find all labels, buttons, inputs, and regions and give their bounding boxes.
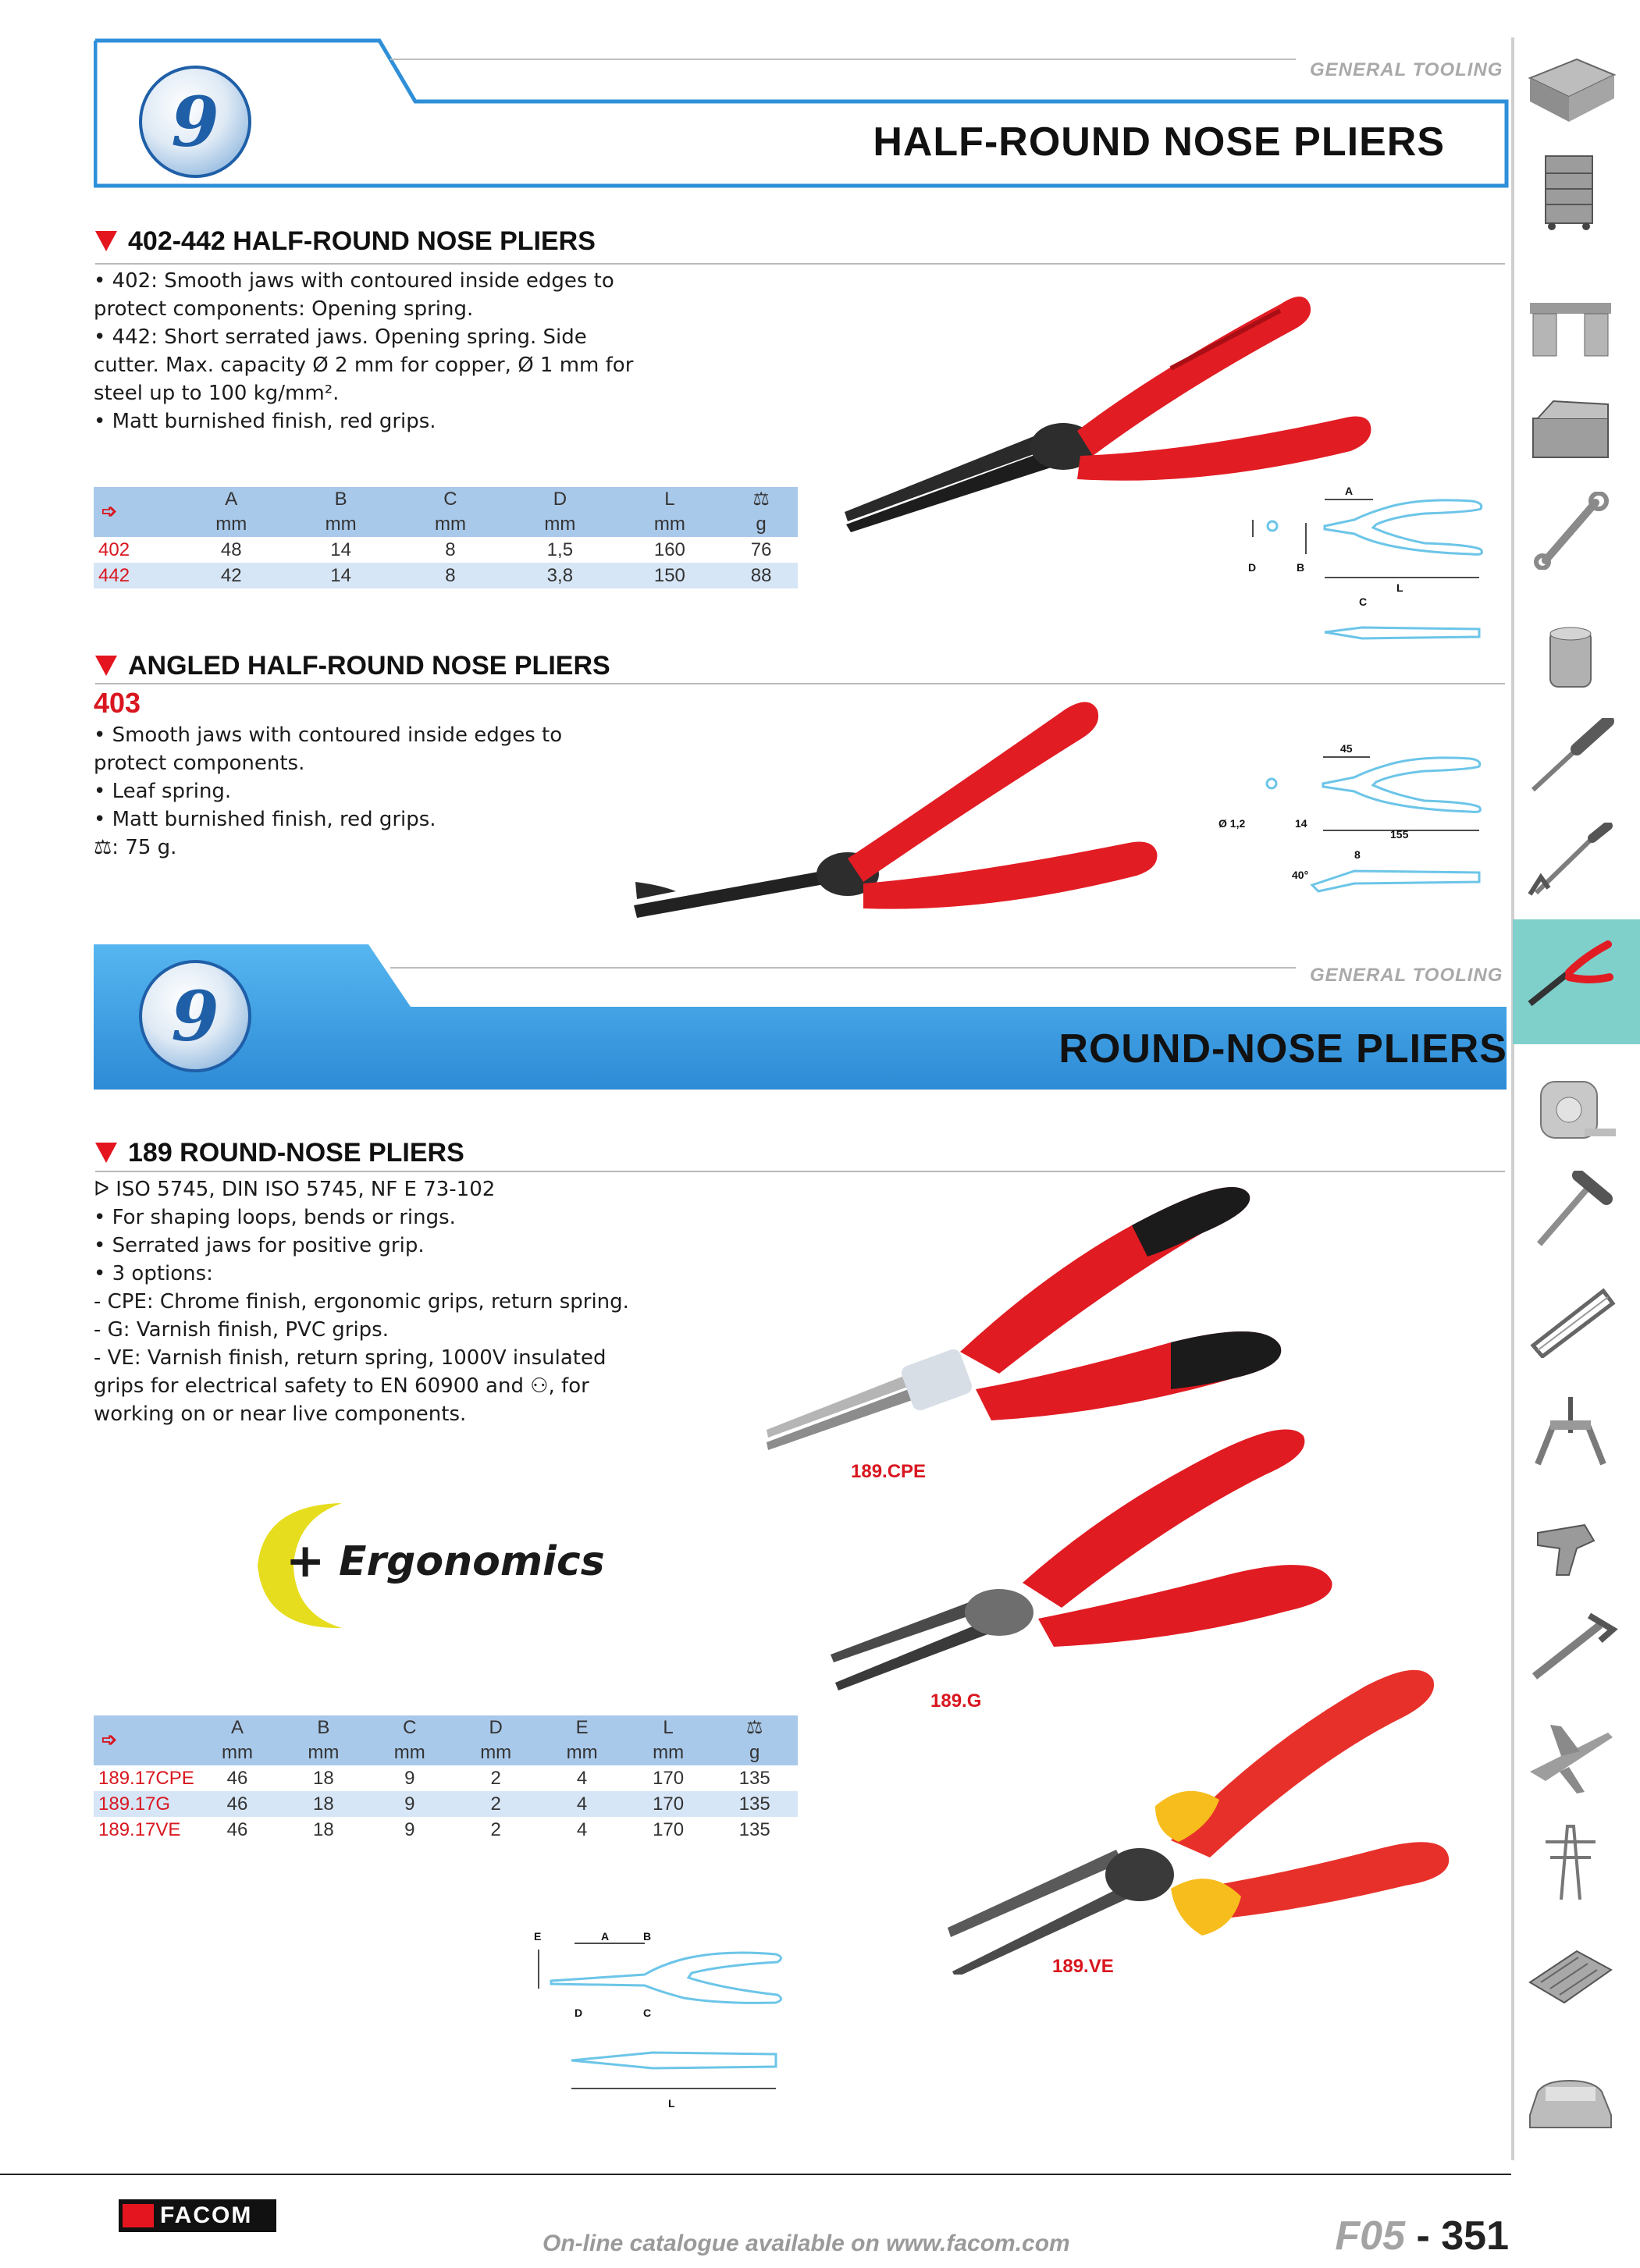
table-row: 442 42 14 8 3,8 150 88 xyxy=(94,563,798,588)
product-description: • 402: Smooth jaws with contoured inside edges to protect components: Opening spring. • 442: Short serrated jaws. Opening spring. Side cutter. Max. capacity Ø 2 mm for copper, Ø 1 mm for steel up to 100 kg/mm². • Matt burnished finish, red grips. xyxy=(94,269,634,433)
workbench-icon[interactable] xyxy=(1522,47,1619,125)
pliers-189-g-photo xyxy=(827,1420,1343,1694)
reference-icon: ➩ xyxy=(94,1715,194,1765)
pliers-403-photo xyxy=(629,695,1191,960)
footer-url: On-line catalogue available on www.facom.com xyxy=(543,2231,1070,2256)
image-label-189-ve: 189.VE xyxy=(1052,1956,1114,1977)
triangle-marker-icon xyxy=(95,1143,117,1163)
svg-text:+: + xyxy=(286,1534,326,1588)
svg-text:L: L xyxy=(668,2097,675,2110)
product-title-403: ANGLED HALF-ROUND NOSE PLIERS xyxy=(95,651,610,681)
screwdriver-icon[interactable] xyxy=(1522,718,1619,796)
pliers-icon[interactable] xyxy=(1522,933,1619,1011)
pylon-icon[interactable] xyxy=(1522,1823,1619,1901)
table-row: 402 48 14 8 1,5 160 76 xyxy=(98,539,772,560)
table-row: 189.17CPE 46 18 9 2 4 170 135 xyxy=(98,1768,770,1789)
product-description: • Smooth jaws with contoured inside edges to protect components. • Leaf spring. • Matt burnished finish, red grips. ⚖: 75 g. xyxy=(94,723,563,859)
triangle-marker-icon xyxy=(95,656,117,676)
svg-text:Ø 1,2: Ø 1,2 xyxy=(1218,817,1246,830)
title-rule xyxy=(95,1171,1505,1172)
workshop-bench-icon[interactable] xyxy=(1522,286,1619,364)
triangle-marker-icon xyxy=(95,231,117,251)
dim-c: C xyxy=(1359,595,1368,608)
section-kicker: GENERAL TOOLING xyxy=(1310,59,1503,80)
svg-text:14: 14 xyxy=(1295,817,1307,830)
dimension-diagram-402 xyxy=(1237,482,1487,654)
toolbox-icon[interactable] xyxy=(1522,390,1619,468)
footer-rule xyxy=(0,2174,1511,2175)
svg-text:A: A xyxy=(601,1930,610,1943)
svg-text:C: C xyxy=(643,2007,652,2019)
car-icon[interactable] xyxy=(1522,2060,1619,2138)
spec-table-189: ➩ A B C D E L ⚖ mm mm mm mm mm mm g 189.17CPE 46 18 9 2 4 170 135 189.17G 46 18 9 2 4 170 135 189.17VE 46 18 9 2 4 170 135 xyxy=(94,1715,798,1843)
image-label-189-cpe: 189.CPE xyxy=(851,1461,927,1482)
tool-cabinet-icon[interactable] xyxy=(1522,153,1619,231)
dim-d: D xyxy=(1248,561,1257,574)
image-label-189-g: 189.G xyxy=(930,1690,982,1712)
socket-icon[interactable] xyxy=(1522,620,1619,698)
table-row: 189.17VE 46 18 9 2 4 170 135 xyxy=(98,1819,770,1840)
ergonomics-logo xyxy=(248,1497,639,1637)
svg-text:40°: 40° xyxy=(1292,869,1309,881)
table-row: 189.17G 46 18 9 2 4 170 135 xyxy=(94,1791,798,1817)
aircraft-icon[interactable] xyxy=(1522,1717,1619,1795)
dim-l: L xyxy=(1396,581,1403,594)
product-title-402-442: 402-442 HALF-ROUND NOSE PLIERS xyxy=(95,226,596,257)
chapter-badge: 9 xyxy=(139,960,251,1072)
product-title-189: 189 ROUND-NOSE PLIERS xyxy=(95,1138,464,1168)
title-rule xyxy=(95,683,1505,684)
hacksaw-icon[interactable] xyxy=(1522,1280,1619,1358)
svg-text:45: 45 xyxy=(1340,742,1353,755)
svg-text:155: 155 xyxy=(1390,828,1409,841)
section-kicker: GENERAL TOOLING xyxy=(1310,965,1503,986)
svg-text:E: E xyxy=(534,1930,542,1943)
puller-icon[interactable] xyxy=(1522,1394,1619,1472)
title-rule xyxy=(95,263,1505,265)
facom-logo: FACOM xyxy=(119,2199,276,2232)
hammer-icon[interactable] xyxy=(1522,1171,1619,1249)
reference-icon: ➩ xyxy=(94,487,176,537)
dimension-diagram-403 xyxy=(1214,738,1487,902)
dimension-diagram-189 xyxy=(528,1926,793,2113)
pliers-189-cpe-photo xyxy=(765,1178,1296,1459)
section-title: ROUND-NOSE PLIERS xyxy=(1058,1026,1507,1072)
pliers-189-ve-photo xyxy=(945,1662,1452,1975)
dim-b: B xyxy=(1297,561,1305,574)
section-banner-half-round xyxy=(94,37,1511,194)
dim-a: A xyxy=(1345,485,1354,497)
facom-logo-mark-icon xyxy=(123,2204,154,2227)
electronics-icon[interactable] xyxy=(1522,1936,1619,2014)
hex-key-icon[interactable] xyxy=(1522,823,1619,901)
impact-wrench-icon[interactable] xyxy=(1522,1502,1619,1580)
product-description: ᐅ ISO 5745, DIN ISO 5745, NF E 73-102 • For shaping loops, bends or rings. • Serrated jaws for positive grip. • 3 options: - CPE: Chrome finish, ergonomic grips, return spring. - G: Varnish finish, PVC grips. - VE: Varnish finish, return spring, 1000V insulated grips for electrical safety to EN 60900 and ⚇, for working on or near live components. xyxy=(94,1178,629,1426)
spec-table-402-442: ➩ A B C D L ⚖ mm mm mm mm mm g 402 48 14 8 1,5 160 76 442 42 14 8 3,8 150 88 xyxy=(94,487,798,588)
wrench-icon[interactable] xyxy=(1522,492,1619,570)
product-ref-403: 403 xyxy=(94,687,141,719)
svg-text:D: D xyxy=(575,2007,583,2019)
page-number: F05 - 351 xyxy=(1335,2213,1509,2259)
svg-text:8: 8 xyxy=(1354,848,1361,861)
chapter-badge: 9 xyxy=(139,66,251,178)
svg-text:Ergonomics: Ergonomics xyxy=(339,1538,605,1585)
tape-measure-icon[interactable] xyxy=(1522,1074,1619,1152)
section-title: HALF-ROUND NOSE PLIERS xyxy=(873,119,1445,165)
pipe-wrench-icon[interactable] xyxy=(1522,1608,1619,1686)
svg-text:B: B xyxy=(643,1930,652,1943)
